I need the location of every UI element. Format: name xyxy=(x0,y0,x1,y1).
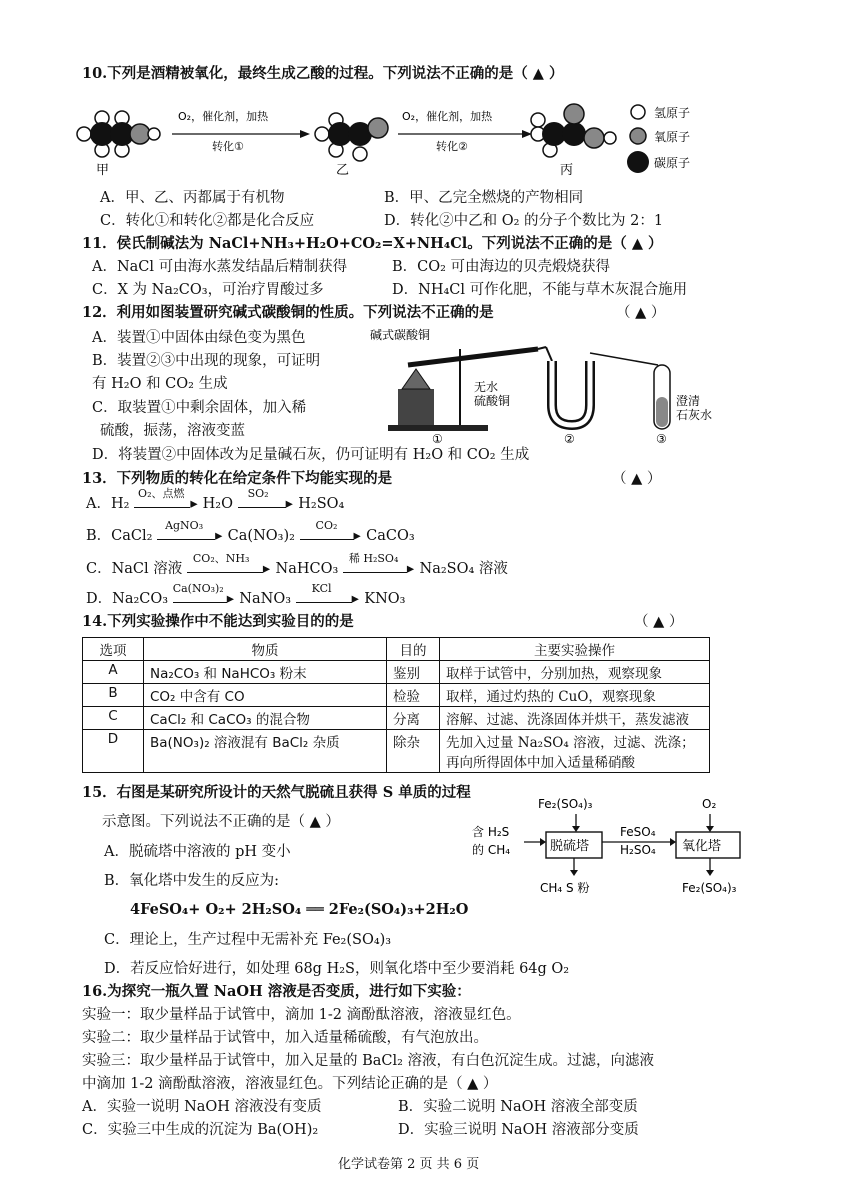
label-yi: 乙 xyxy=(336,163,350,178)
row-d-aim: 除杂 xyxy=(387,730,440,773)
row-b-aim: 检验 xyxy=(387,684,440,707)
q13-d-mid: NaNO₃ xyxy=(239,591,292,607)
fig-n1: ① xyxy=(432,432,443,446)
q13-b-cond2: CO₂ xyxy=(315,519,338,532)
legend-o: 氧原子 xyxy=(654,130,691,144)
q13-a-mid: H₂O xyxy=(202,496,234,512)
row-a-option: A xyxy=(83,661,144,684)
arrow1-name: 转化① xyxy=(212,140,244,153)
page-footer: 化学试卷第 2 页 共 6 页 xyxy=(338,1157,480,1172)
q11-option-c: C．X 为 Na₂CO₃，可治疗胃酸过多 xyxy=(92,282,324,298)
q12-option-c1: C．取装置①中剩余固体，加入稀 xyxy=(92,400,307,416)
table-row xyxy=(83,707,710,730)
row-a-operation: 取样于试管中，分别加热，观察现象 xyxy=(440,661,710,684)
q13-c-start: C．NaCl 溶液 xyxy=(86,561,183,577)
q13-c-cond2: 稀 H₂SO₄ xyxy=(348,552,399,565)
q16-exp3-line2: 中滴加 1-2 滴酚酞溶液，溶液显红色。下列结论正确的是（ ▲ ） xyxy=(82,1076,498,1092)
fig-mid-2: H₂SO₄ xyxy=(620,843,656,857)
q13-stem: 13．下列物质的转化在给定条件下均能实现的是 xyxy=(82,470,393,487)
table-row xyxy=(83,730,710,773)
q10-option-d: D．转化②中乙和 O₂ 的分子个数比为 2：1 xyxy=(384,213,664,229)
q15-stem-1: 15．右图是某研究所设计的天然气脱硫且获得 S 单质的过程 xyxy=(82,784,471,801)
label-jia: 甲 xyxy=(96,163,110,178)
q15-process-diagram xyxy=(470,792,770,900)
label-bing: 丙 xyxy=(560,163,574,178)
q12-option-b2: 有 H₂O 和 CO₂ 生成 xyxy=(92,376,228,392)
legend-h: 氢原子 xyxy=(654,106,691,120)
q12-option-c2: 硫酸，振荡，溶液变蓝 xyxy=(100,423,245,439)
fig-o2-input: O₂ xyxy=(702,797,717,811)
q16-exp2: 实验二：取少量样品于试管中，加入适量稀硫酸，有气泡放出。 xyxy=(82,1030,488,1046)
q13-option-d: D．Na₂CO₃ Ca(NO₃)₂ ▸ NaNO₃ KCl ▸ KNO₃ xyxy=(86,589,405,609)
q11-stem: 11．侯氏制碱法为 NaCl+NH₃+H₂O+CO₂=X+NH₄Cl。下列说法不正确的是（ ▲ ） xyxy=(82,235,663,252)
fig-output-1: CH₄ S 粉 xyxy=(540,881,590,895)
row-a-aim: 鉴别 xyxy=(387,661,440,684)
q14-blank: （ ▲ ） xyxy=(634,614,684,630)
row-c-option: C xyxy=(83,707,144,730)
table-row xyxy=(83,684,710,707)
table-row xyxy=(83,661,710,684)
molecule-jia xyxy=(77,111,160,157)
hydrogen-icon xyxy=(631,105,645,119)
q15-option-a: A．脱硫塔中溶液的 pH 变小 xyxy=(104,844,291,860)
q10-molecule-diagram xyxy=(60,98,620,180)
col-header-aim: 目的 xyxy=(387,638,440,661)
row-d-operation-line2: 再向所得固体中加入适量稀硝酸 xyxy=(446,755,635,771)
q13-b-cond1: AgNO₃ xyxy=(165,519,204,532)
q13-a-cond1: O₂、点燃 xyxy=(138,487,185,500)
q12-apparatus-figure xyxy=(368,325,718,447)
q13-d-end: KNO₃ xyxy=(364,591,406,607)
fig-label-clear: 澄清 xyxy=(676,394,701,408)
q10-stem: 10.下列是酒精被氧化，最终生成乙酸的过程。下列说法不正确的是（ ▲ ） xyxy=(82,65,564,82)
row-d-operation-line1: 先加入过量 Na₂SO₄ 溶液，过滤、洗涤； xyxy=(446,735,695,751)
q13-option-a: A．H₂ O₂、点燃 ▸ H₂O SO₂ ▸ H₂SO₄ xyxy=(86,494,344,514)
q16-option-c: C．实验三中生成的沉淀为 Ba(OH)₂ xyxy=(82,1122,319,1138)
q10-option-a: A．甲、乙、丙都属于有机物 xyxy=(100,190,285,206)
fig-tower-2: 氧化塔 xyxy=(682,839,722,854)
q15-stem-2: 示意图。下列说法不正确的是（ ▲ ） xyxy=(102,814,340,830)
molecule-yi xyxy=(315,113,388,161)
q16-exp1: 实验一：取少量样品于试管中，滴加 1-2 滴酚酞溶液，溶液显红色。 xyxy=(82,1007,521,1023)
oxygen-icon xyxy=(630,128,646,144)
q15-option-c: C．理论上，生产过程中无需补充 Fe₂(SO₄)₃ xyxy=(104,932,392,948)
q13-c-mid: NaHCO₃ xyxy=(275,561,339,577)
fig-label-limewater: 石灰水 xyxy=(676,408,713,422)
q14-stem: 14.下列实验操作中不能达到实验目的的是 xyxy=(82,613,354,630)
q16-option-a: A．实验一说明 NaOH 溶液没有变质 xyxy=(82,1099,322,1115)
q12-blank: （ ▲ ） xyxy=(616,305,666,321)
q13-blank: （ ▲ ） xyxy=(612,471,662,487)
q12-option-a: A．装置①中固体由绿色变为黑色 xyxy=(92,330,306,346)
legend-c: 碳原子 xyxy=(654,156,691,170)
q13-a-cond2: SO₂ xyxy=(247,487,269,500)
q13-a-start: A．H₂ xyxy=(86,496,130,512)
q13-d-start: D．Na₂CO₃ xyxy=(86,591,169,607)
q12-option-d: D．将装置②中固体改为足量碱石灰，仍可证明有 H₂O 和 CO₂ 生成 xyxy=(92,447,530,463)
q15-option-b: B．氧化塔中发生的反应为: xyxy=(104,873,280,889)
q14-table xyxy=(82,637,710,773)
fig-label-copper-sulfate: 硫酸铜 xyxy=(474,394,511,408)
q13-b-end: CaCO₃ xyxy=(366,528,415,544)
q11-option-d: D．NH₄Cl 可作化肥，不能与草木灰混合施用 xyxy=(392,282,688,298)
row-c-substance: CaCl₂ 和 CaCO₃ 的混合物 xyxy=(144,707,387,730)
q16-exp3-line1: 实验三：取少量样品于试管中，加入足量的 BaCl₂ 溶液，有白色沉淀生成。过滤，向滤液 xyxy=(82,1053,655,1069)
fig-mid-1: FeSO₄ xyxy=(620,825,656,839)
row-b-operation: 取样，通过灼热的 CuO，观察现象 xyxy=(440,684,710,707)
q13-b-start: B．CaCl₂ xyxy=(86,528,153,544)
fig-n2: ② xyxy=(564,432,575,446)
row-d-substance: Ba(NO₃)₂ 溶液混有 BaCl₂ 杂质 xyxy=(144,730,387,773)
atom-legend xyxy=(626,102,736,178)
q13-d-cond1: Ca(NO₃)₂ xyxy=(172,582,224,595)
q12-stem: 12．利用如图装置研究碱式碳酸铜的性质。下列说法不正确的是 xyxy=(82,304,494,321)
q10-option-b: B．甲、乙完全燃烧的产物相同 xyxy=(384,190,584,206)
fig-label-basic-copper-carbonate: 碱式碳酸铜 xyxy=(370,328,431,342)
fig-label-anhydrous: 无水 xyxy=(474,380,499,394)
fig-input-1: 含 H₂S xyxy=(472,825,510,839)
q13-a-end: H₂SO₄ xyxy=(298,496,345,512)
fig-fe2so43-input: Fe₂(SO₄)₃ xyxy=(538,797,593,811)
arrow1-condition: O₂，催化剂，加热 xyxy=(178,110,269,123)
q13-option-c: C．NaCl 溶液 CO₂、NH₃ ▸ NaHCO₃ 稀 H₂SO₄ ▸ Na₂SO₄ 溶液 xyxy=(86,559,508,579)
fig-input-2: 的 CH₄ xyxy=(472,843,511,857)
col-header-operation: 主要实验操作 xyxy=(440,638,710,661)
row-b-substance: CO₂ 中含有 CO xyxy=(144,684,387,707)
q13-c-end: Na₂SO₄ 溶液 xyxy=(419,561,508,577)
row-a-substance: Na₂CO₃ 和 NaHCO₃ 粉末 xyxy=(144,661,387,684)
fig-tower-1: 脱硫塔 xyxy=(550,839,590,854)
q13-c-cond1: CO₂、NH₃ xyxy=(192,552,250,565)
col-header-option: 选项 xyxy=(83,638,144,661)
fig-n3: ③ xyxy=(656,432,667,446)
carbon-icon xyxy=(627,151,649,173)
molecule-bing xyxy=(531,104,616,157)
q13-b-mid: Ca(NO₃)₂ xyxy=(227,528,295,544)
row-d-operation xyxy=(440,730,710,773)
arrow2-name: 转化② xyxy=(436,140,468,153)
arrow2-condition: O₂，催化剂，加热 xyxy=(402,110,493,123)
q11-option-b: B．CO₂ 可由海边的贝壳煅烧获得 xyxy=(392,259,611,275)
q13-d-cond2: KCl xyxy=(311,582,332,595)
table-header-row xyxy=(83,638,710,661)
row-b-option: B xyxy=(83,684,144,707)
q12-option-b1: B．装置②③中出现的现象，可证明 xyxy=(92,353,321,369)
q16-stem: 16.为探究一瓶久置 NaOH 溶液是否变质，进行如下实验： xyxy=(82,983,471,1000)
row-d-option: D xyxy=(83,730,144,773)
fig-output-2: Fe₂(SO₄)₃ xyxy=(682,881,737,895)
q10-option-c: C．转化①和转化②都是化合反应 xyxy=(100,213,315,229)
row-c-operation: 溶解、过滤、洗涤固体并烘干，蒸发滤液 xyxy=(440,707,710,730)
q13-option-b: B．CaCl₂ AgNO₃ ▸ Ca(NO₃)₂ CO₂ ▸ CaCO₃ xyxy=(86,526,415,546)
q15-equation: 4FeSO₄+ O₂+ 2H₂SO₄ ══ 2Fe₂(SO₄)₃+2H₂O xyxy=(130,901,469,918)
q11-option-a: A．NaCl 可由海水蒸发结晶后精制获得 xyxy=(92,259,348,275)
col-header-substance: 物质 xyxy=(144,638,387,661)
q16-option-b: B．实验二说明 NaOH 溶液全部变质 xyxy=(398,1099,638,1115)
row-c-aim: 分离 xyxy=(387,707,440,730)
q16-option-d: D．实验三说明 NaOH 溶液部分变质 xyxy=(398,1122,639,1138)
q15-option-d: D．若反应恰好进行，如处理 68g H₂S，则氧化塔中至少要消耗 64g O₂ xyxy=(104,961,570,977)
